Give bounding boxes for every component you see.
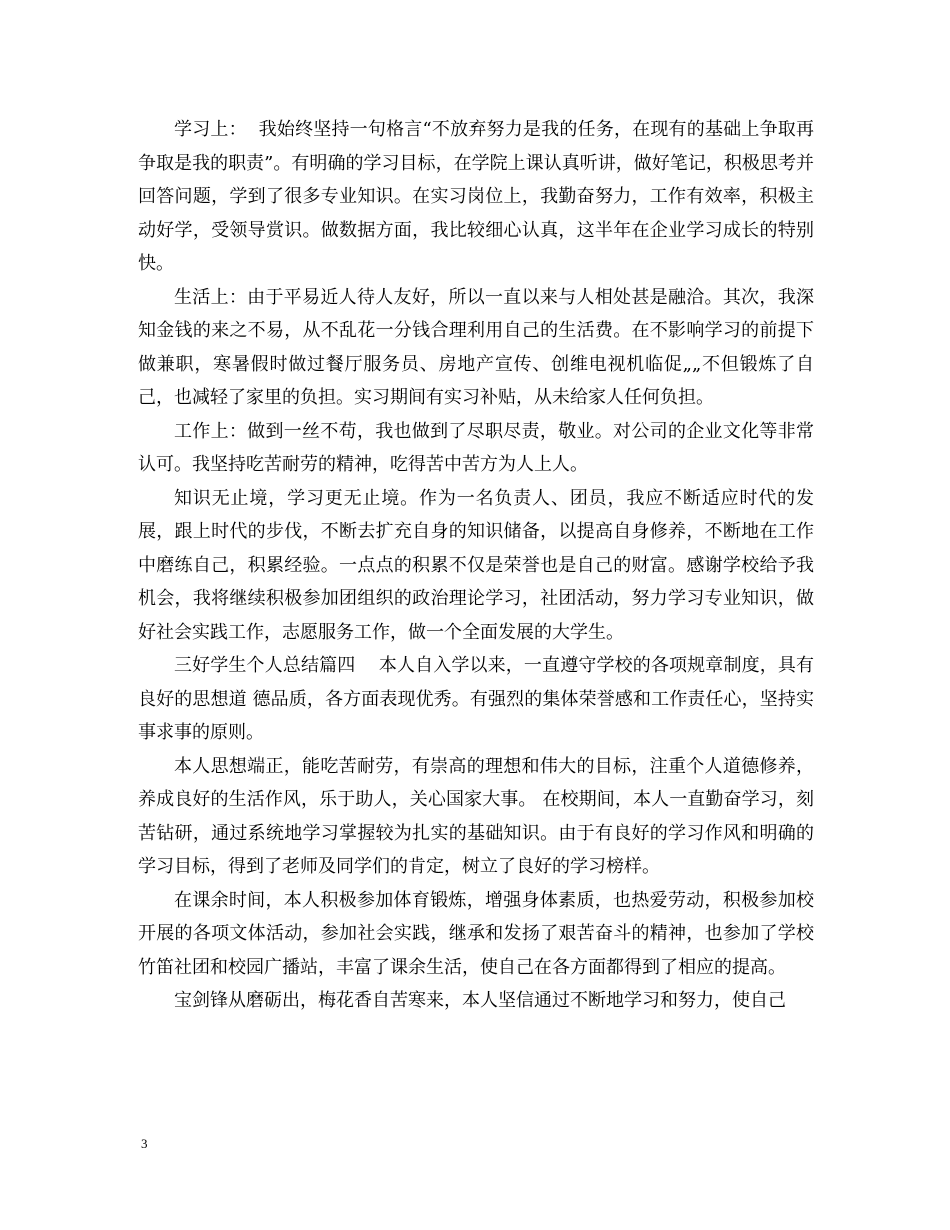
paragraph-life: 生活上：由于平易近人待人友好，所以一直以来与人相处甚是融洽。其次，我深知金钱的来之不易，从不乱花一分钱合理利用自己的生活费。在不影响学习的前提下做兼职，寒暑假时做过餐厅服务员、房地产宣传、创维电视机临促„„不但锻炼了自己，也减轻了家里的负担。实习期间有实习补贴，从未给家人任何负担。 (138, 286, 814, 408)
paragraph-work: 工作上：做到一丝不苟，我也做到了尽职尽责，敬业。对公司的企业文化等非常认可。我坚持吃苦耐劳的精神，吃得苦中苦方为人上人。 (138, 420, 814, 475)
paragraph-extracurricular: 在课余时间，本人积极参加体育锻炼，增强身体素质，也热爱劳动，积极参加校开展的各项文体活动，参加社会实践，继承和发扬了艰苦奋斗的精神，也参加了学校竹笛社团和校园广播站，丰富了课余生活，使自己在各方面都得到了相应的提高。 (138, 889, 814, 978)
paragraph-study: 学习上： 我始终坚持一句格言“不放弃努力是我的任务，在现有的基础上争取再争取是我的职责”。有明确的学习目标，在学院上课认真听讲，做好笔记，积极思考并回答问题，学到了很多专业知识。在实习岗位上，我勤奋努力，工作有效率，积极主动好学，受领导赏识。做数据方面，我比较细心认真，这半年在企业学习成长的特别快。 (138, 119, 814, 274)
paragraph-closing: 宝剑锋从磨砺出，梅花香自苦寒来，本人坚信通过不断地学习和努力，使自己 (174, 990, 786, 1011)
document-body (138, 113, 814, 1018)
paragraph-summary-four: 三好学生个人总结篇四 本人自入学以来，一直遵守学校的各项规章制度，具有良好的思想道 德品质，各方面表现优秀。有强烈的集体荣誉感和工作责任心，坚持实事求事的原则。 (138, 655, 814, 743)
paragraph-knowledge: 知识无止境，学习更无止境。作为一名负责人、团员，我应不断适应时代的发展，跟上时代的步伐，不断去扩充自身的知识储备，以提高自身修养，不断地在工作中磨练自己，积累经验。一点点的积累不仅是荣誉也是自己的财富。感谢学校给予我机会，我将继续积极参加团组织的政治理论学习，社团活动，努力学习专业知识，做好社会实践工作，志愿服务工作，做一个全面发展的大学生。 (138, 487, 814, 643)
paragraph-ideology: 本人思想端正，能吃苦耐劳，有崇高的理想和伟大的目标，注重个人道德修养，养成良好的生活作风，乐于助人，关心国家大事。 在校期间，本人一直勤奋学习，刻苦钻研，通过系统地学习掌握较为扎实的基础知识。由于有良好的学习作风和明确的学习目标，得到了老师及同学们的肯定，树立了良好的学习榜样。 (138, 755, 814, 877)
page-number: 3 (141, 1136, 148, 1151)
